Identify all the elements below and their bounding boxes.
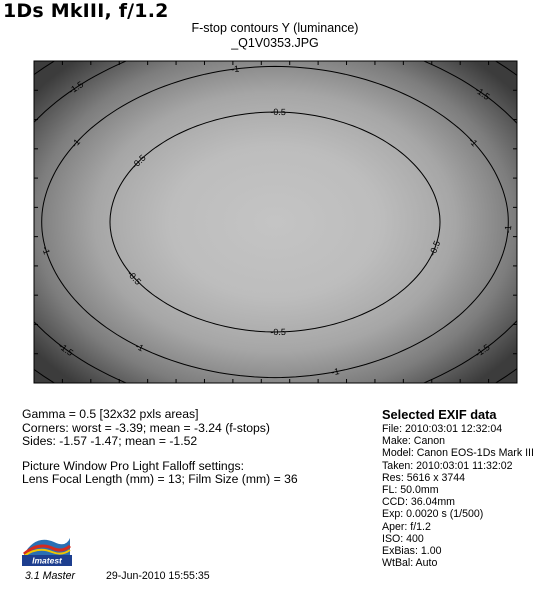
sides-line: Sides: -1.57 -1.47; mean = -1.52 (22, 434, 198, 448)
plot-subtitle: _Q1V0353.JPG (231, 36, 319, 50)
contour-label: -0.5 (129, 152, 148, 171)
logo-text: Imatest (32, 555, 62, 566)
contour-label: -0.5 (270, 106, 286, 118)
stats-panel (22, 408, 298, 487)
corners-line: Corners: worst = -3.39; mean = -3.24 (f-stops) (22, 420, 270, 435)
footer (25, 570, 210, 582)
exif-line: ISO: 400 (382, 532, 424, 545)
imatest-logo (22, 528, 72, 566)
contour-label: -1.5 (473, 84, 492, 102)
exif-line: Taken: 2010:03:01 11:32:02 (382, 459, 513, 472)
contour-label: -1.5 (66, 79, 86, 97)
exif-line: Exp: 0.0020 s (1/500) (382, 508, 484, 521)
contour-label: -1.5 (56, 340, 76, 359)
exif-line: File: 2010:03:01 12:32:04 (382, 423, 503, 435)
contour-label: -0.5 (427, 239, 443, 258)
contour-label: -1 (133, 340, 146, 354)
version-label: 3.1 Master (25, 570, 76, 582)
pw-settings-title: Picture Window Pro Light Falloff settings: (22, 458, 244, 473)
timestamp: 29-Jun-2010 15:55:35 (106, 570, 210, 582)
contour-label: -1 (466, 135, 480, 149)
gamma-line: Gamma = 0.5 [32x32 pxls areas] (22, 407, 199, 421)
contour-label: -1 (330, 366, 341, 378)
exif-title: Selected EXIF data (382, 407, 497, 422)
contour-label: -1 (40, 245, 52, 256)
camera-title: 1Ds MkIII, f/1.2 (3, 0, 169, 22)
exif-line: CCD: 36.04mm (382, 496, 455, 509)
exif-line: FL: 50.0mm (382, 484, 439, 497)
exif-line: WtBal: Auto (382, 557, 438, 570)
exif-line: ExBias: 1.00 (382, 545, 442, 558)
contour-label: -0.5 (125, 268, 144, 287)
exif-line: Model: Canon EOS-1Ds Mark III (382, 447, 534, 460)
exif-line: Make: Canon (382, 435, 446, 448)
contour-label: -0.5 (270, 326, 286, 338)
pw-settings-values: Lens Focal Length (mm) = 13; Film Size (mm) = 36 (22, 472, 298, 486)
plot-title: F-stop contours Y (luminance) (191, 21, 359, 35)
exif-line: Res: 5616 x 3744 (382, 471, 466, 484)
contour-label: -1 (69, 136, 83, 150)
exif-panel (382, 406, 534, 569)
contour-label: -1 (502, 224, 514, 234)
contour-label: -1 (230, 63, 240, 75)
exif-line: Aper: f/1.2 (382, 520, 431, 533)
contour-label: -1.5 (473, 342, 492, 360)
